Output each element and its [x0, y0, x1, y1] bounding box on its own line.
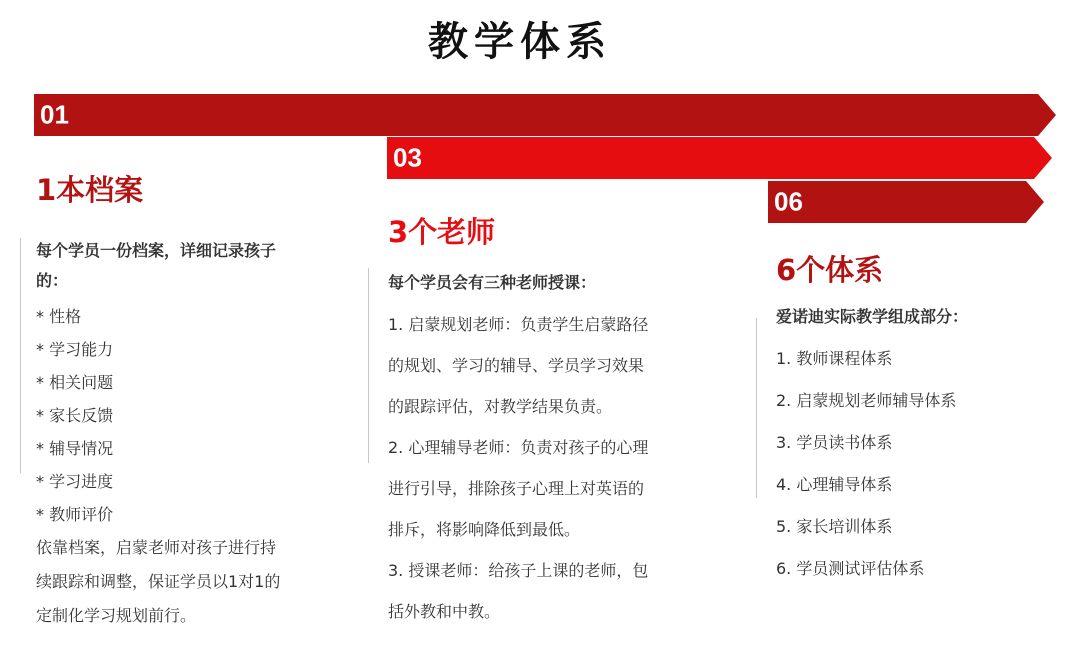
- column-2-line: 的跟踪评估，对教学结果负责。: [388, 397, 613, 416]
- column-1-intro-line: 每个学员一份档案，详细记录孩子: [36, 241, 277, 260]
- column-1-intro-line: 的：: [36, 271, 69, 290]
- band-06-number: 06: [774, 186, 803, 217]
- list-item: 5. 家长培训体系: [776, 517, 893, 536]
- column-2-divider: [368, 268, 369, 463]
- column-3-intro: 爱诺迪实际教学组成部分：: [776, 307, 969, 326]
- band-06-arrow: [768, 181, 1044, 223]
- column-1-footer-line: 续跟踪和调整，保证学员以1对1的: [36, 572, 281, 591]
- column-1-heading: 1本档案: [36, 173, 144, 207]
- list-item: * 家长反馈: [36, 406, 114, 425]
- list-item: 4. 心理辅导体系: [776, 475, 893, 494]
- column-2-line: 括外教和中教。: [388, 602, 501, 621]
- band-01-number: 01: [40, 99, 69, 130]
- list-item: * 性格: [36, 307, 82, 326]
- column-2-heading: 3个老师: [388, 215, 496, 249]
- column-1-footer-line: 依靠档案，启蒙老师对孩子进行持: [36, 538, 277, 557]
- band-06: [768, 181, 1044, 223]
- list-item: * 教师评价: [36, 505, 114, 524]
- list-item: 3. 学员读书体系: [776, 433, 893, 452]
- column-3-heading: 6个体系: [776, 253, 884, 287]
- column-2-intro: 每个学员会有三种老师授课：: [388, 273, 597, 292]
- band-01-arrow: [34, 94, 1056, 136]
- list-item: * 辅导情况: [36, 439, 114, 458]
- column-archive: [36, 170, 356, 633]
- list-item: * 学习进度: [36, 472, 114, 491]
- list-item: 1. 教师课程体系: [776, 349, 893, 368]
- band-03-arrow: [387, 137, 1052, 179]
- column-2-line: 2. 心理辅导老师：负责对孩子的心理: [388, 438, 649, 457]
- column-3-divider: [756, 318, 757, 498]
- column-2-line: 3. 授课老师：给孩子上课的老师，包: [388, 561, 649, 580]
- column-2-line: 1. 启蒙规划老师：负责学生启蒙路径: [388, 315, 649, 334]
- band-01: [34, 94, 1056, 136]
- band-03: [387, 137, 1052, 179]
- column-systems: [776, 250, 1066, 590]
- column-2-line: 的规划、学习的辅导、学员学习效果: [388, 356, 645, 375]
- list-item: 2. 启蒙规划老师辅导体系: [776, 391, 957, 410]
- column-teachers: [388, 212, 728, 632]
- list-item: 6. 学员测试评估体系: [776, 559, 925, 578]
- column-1-footer-line: 定制化学习规划前行。: [36, 606, 197, 625]
- band-03-number: 03: [393, 142, 422, 173]
- column-2-line: 排斥，将影响降低到最低。: [388, 520, 581, 539]
- page-title: 教学体系: [428, 19, 612, 65]
- column-1-divider: [20, 238, 21, 473]
- column-2-line: 进行引导，排除孩子心理上对英语的: [388, 479, 645, 498]
- list-item: * 学习能力: [36, 340, 114, 359]
- list-item: * 相关问题: [36, 373, 114, 392]
